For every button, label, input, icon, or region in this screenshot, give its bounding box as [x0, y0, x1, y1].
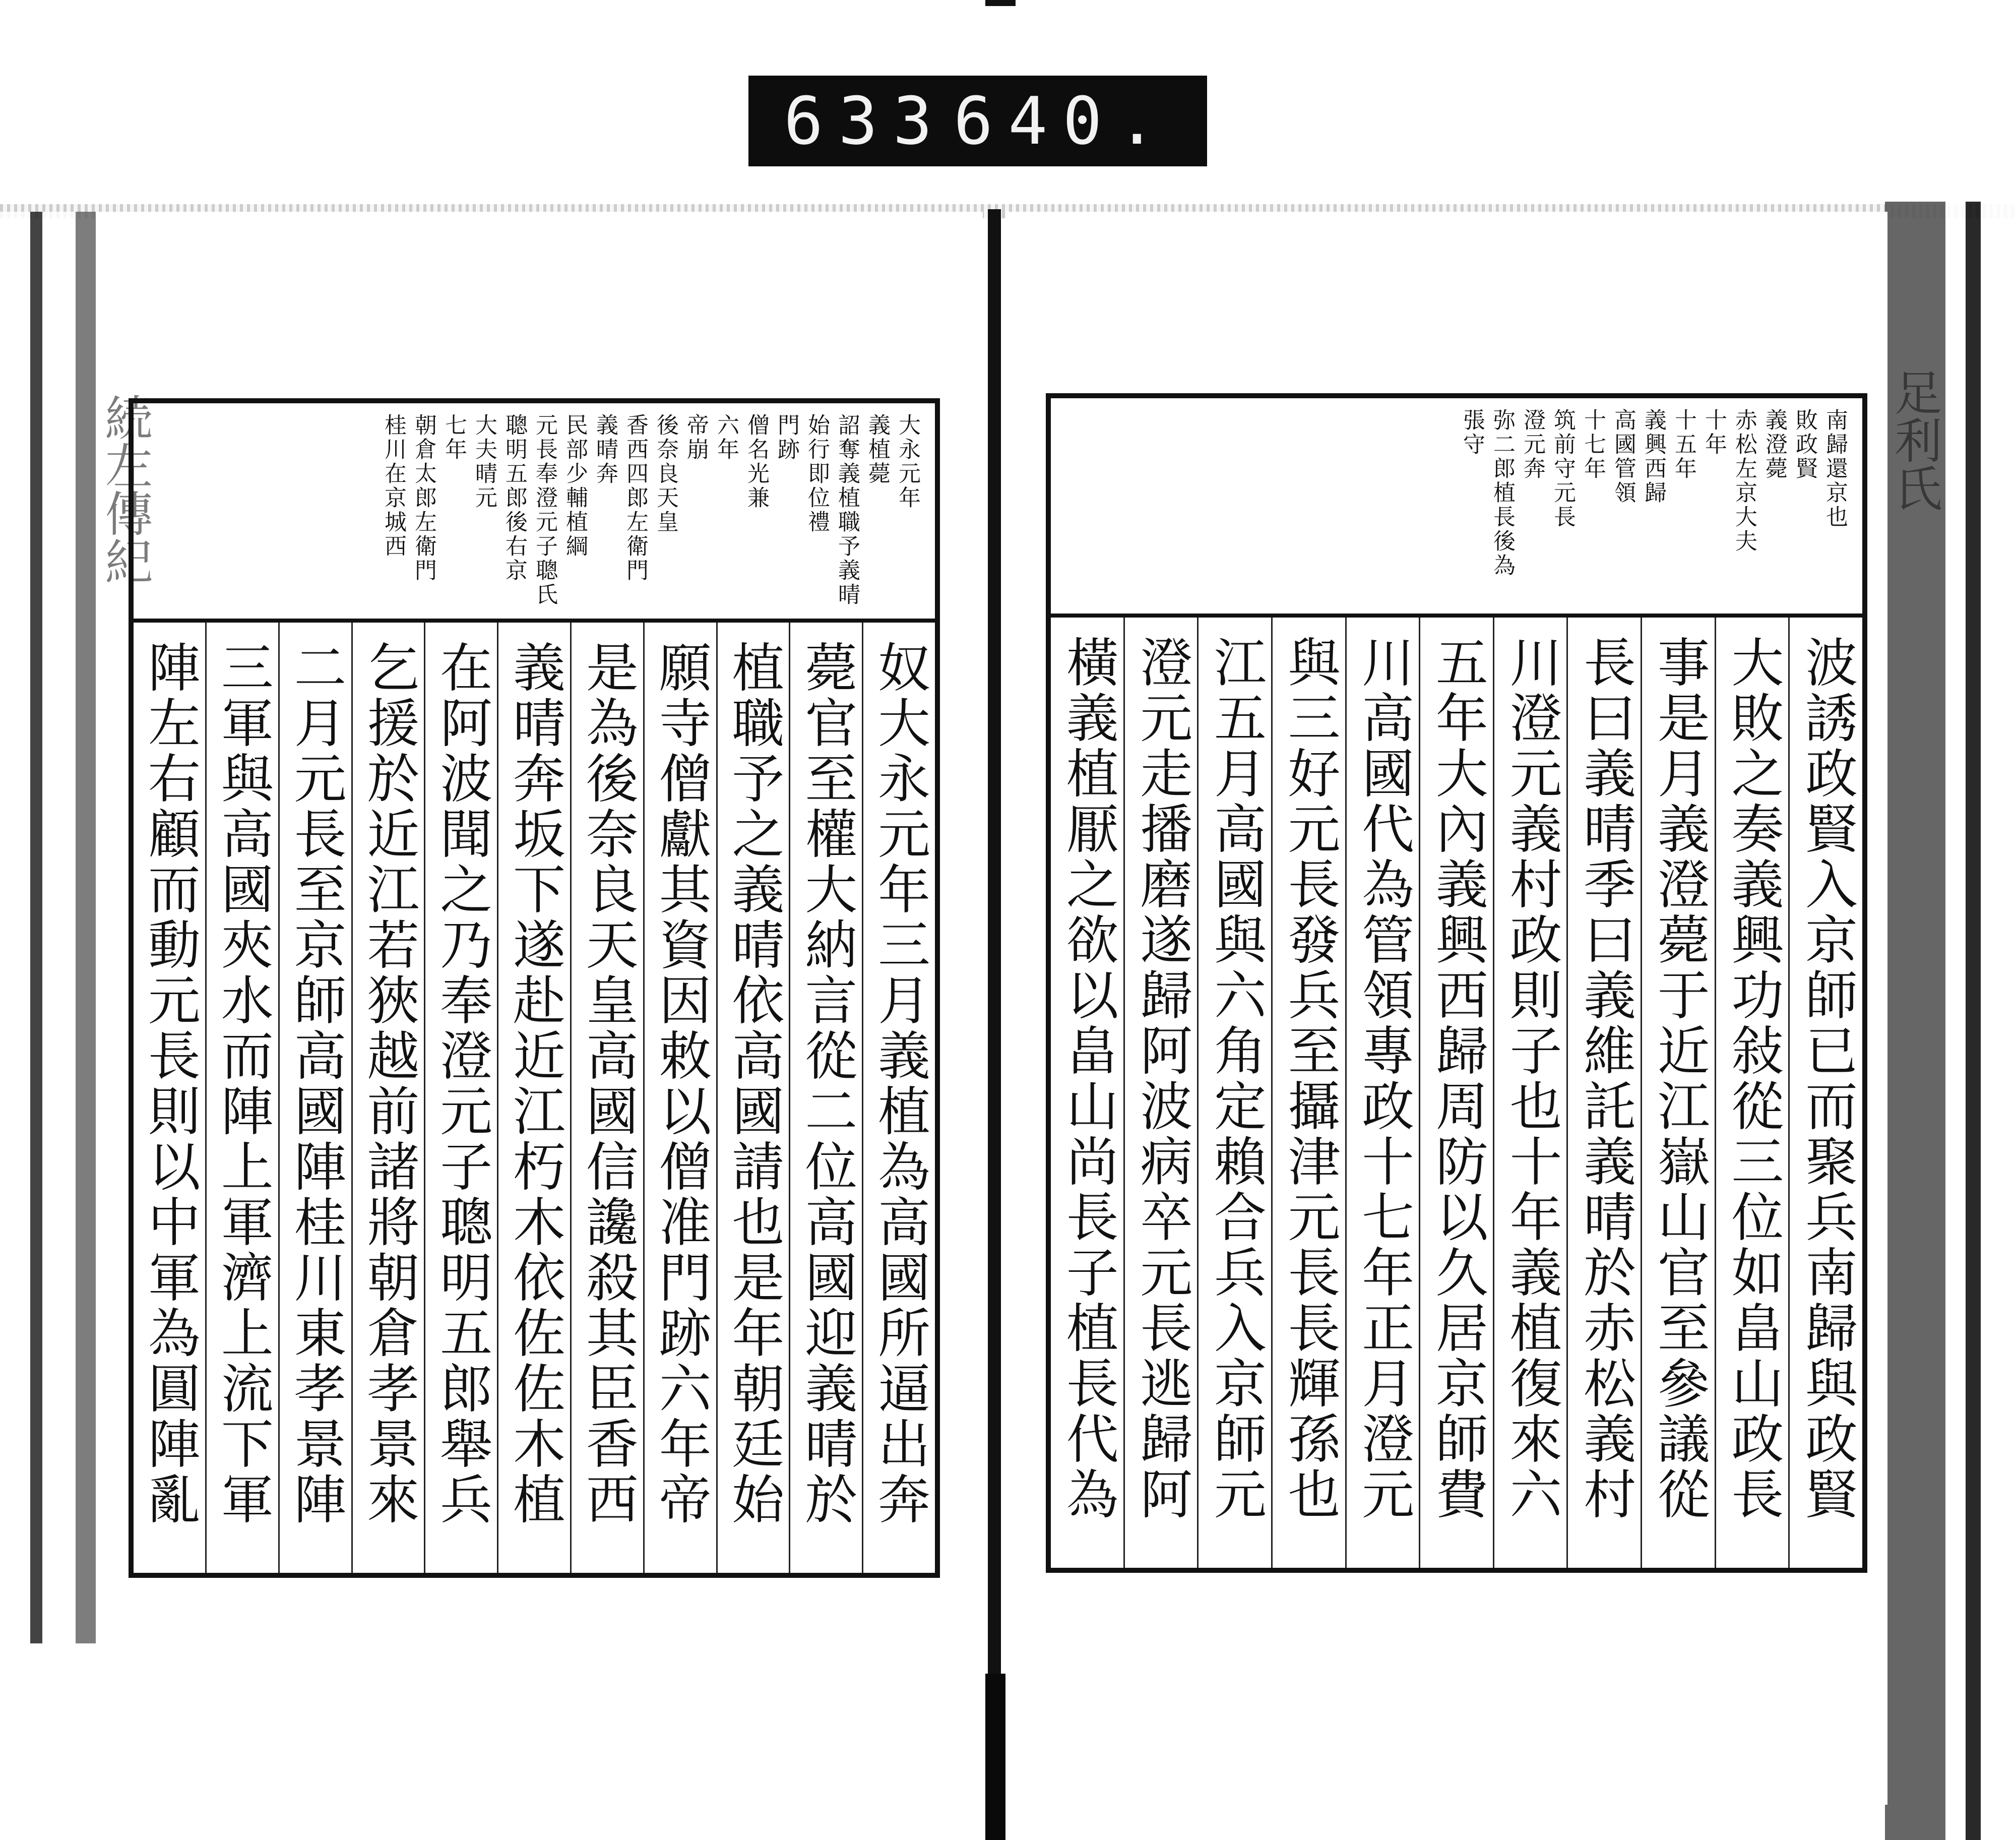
- text-column: 事是月義澄薨于近江嶽山官至參議從: [1641, 618, 1715, 1568]
- right-main-text: [1051, 618, 1862, 1568]
- text-column: 江五月高國與六角定賴合兵入京師元: [1197, 618, 1271, 1568]
- headnote-column: 弥二郎植長後為: [1489, 408, 1515, 578]
- text-column: 川澄元義村政則子也十年義植復來六: [1493, 618, 1567, 1568]
- text-column: 長曰義晴季曰義維託義晴於赤松義村: [1566, 618, 1641, 1568]
- headnote-column: 後奈良天皇: [653, 413, 678, 534]
- film-top-notch: [985, 0, 1016, 6]
- text-column: 奴大永元年三月義植為高國所逼出奔: [862, 623, 935, 1573]
- text-column: 澄元走播磨遂歸阿波病卒元長逃歸阿: [1123, 618, 1198, 1568]
- headnote-column: 僧名光兼: [743, 413, 769, 510]
- left-edge-title: 続左傳紀: [97, 393, 153, 585]
- headnote-column: 十年: [1701, 408, 1727, 457]
- headnote-column: 詔奪義植職予義晴: [834, 413, 860, 607]
- headnote-column: 聰明五郎後右京: [501, 413, 527, 583]
- headnote-column: 桂川在京城西: [381, 413, 406, 559]
- headnote-column: 高國管領: [1610, 408, 1636, 505]
- text-column: 薨官至權大納言從二位高國迎義晴於: [789, 623, 862, 1573]
- headnote-column: 始行即位禮: [804, 413, 830, 534]
- headnote-column: 赤松左京大夫: [1731, 408, 1757, 554]
- headnote-column: 敗政賢: [1792, 408, 1817, 481]
- text-column: 願寺僧獻其資因敕以僧准門跡六年帝: [643, 623, 716, 1573]
- headnote-column: 朝倉太郎左衛門: [411, 413, 436, 583]
- headnote-column: 義植薨: [864, 413, 890, 486]
- headnote-column: 元長奉澄元子聰氏: [532, 413, 557, 607]
- headnote-column: 民部少輔植綱: [562, 413, 588, 559]
- headnote-column: 十五年: [1671, 408, 1696, 481]
- headnote-column: 義澄薨: [1761, 408, 1787, 481]
- left-main-text: [134, 623, 935, 1573]
- left-text-block: [129, 398, 940, 1578]
- headnote-column: 筑前守元長: [1550, 408, 1576, 529]
- headnote-column: 十七年: [1580, 408, 1606, 481]
- frame-number-label: [748, 76, 1207, 166]
- headnote-column: 門跡: [774, 413, 799, 462]
- headnote-column: 張守: [1459, 408, 1485, 457]
- headnote-column: 香西四郎左衛門: [622, 413, 648, 583]
- left-headnote: [134, 403, 935, 623]
- right-headnote: [1051, 398, 1862, 618]
- text-column: 川高國代為管領專政十七年正月澄元: [1345, 618, 1419, 1568]
- text-column: 陣左右顧而動元長則以中軍為圓陣亂: [139, 640, 201, 1527]
- text-column: 五年大內義興西歸周防以久居京師費: [1419, 618, 1493, 1568]
- headnote-column: 大夫晴元: [471, 413, 497, 510]
- headnote-column: 帝崩: [683, 413, 709, 462]
- right-edge-title: 足利氏: [1886, 368, 1942, 512]
- right-text-block: [1046, 393, 1867, 1573]
- headnote-column: 七年: [441, 413, 467, 462]
- text-column: 二月元長至京師高國陣桂川東孝景陣: [278, 623, 351, 1573]
- text-column: 義晴奔坂下遂赴近江朽木依佐佐木植: [497, 623, 570, 1573]
- spine-bottom-tab: [985, 1674, 1005, 1840]
- headnote-column: 澄元奔: [1520, 408, 1545, 481]
- text-column: 與三好元長發兵至攝津元長長輝孫也: [1271, 618, 1345, 1568]
- frame-number-left: 633: [784, 83, 948, 159]
- book-spine: [988, 209, 1001, 1840]
- text-column: 三軍與高國夾水而陣上軍濟上流下軍: [205, 623, 278, 1573]
- text-column: 是為後奈良天皇高國信讒殺其臣香西: [570, 623, 643, 1573]
- headnote-column: 六年: [713, 413, 739, 462]
- headnote-column: 義興西歸: [1641, 408, 1666, 505]
- text-column: 橫義植厭之欲以畠山尚長子植長代為: [1057, 635, 1119, 1522]
- text-column: 在阿波聞之乃奉澄元子聰明五郎舉兵: [424, 623, 497, 1573]
- headnote-column: 南歸還京也: [1822, 408, 1848, 529]
- left-book-edge: [0, 212, 101, 1643]
- text-column: 乞援於近江若狹越前諸將朝倉孝景來: [351, 623, 424, 1573]
- headnote-column: 義晴奔: [592, 413, 618, 486]
- frame-number-right: 640.: [953, 83, 1172, 159]
- text-column: 大敗之奏義興功敍從三位如畠山政長: [1715, 618, 1789, 1568]
- text-column: 波誘政賢入京師已而聚兵南歸與政賢: [1788, 618, 1862, 1568]
- headnote-column: 大永元年: [895, 413, 920, 510]
- text-column: 植職予之義晴依高國請也是年朝廷始: [716, 623, 789, 1573]
